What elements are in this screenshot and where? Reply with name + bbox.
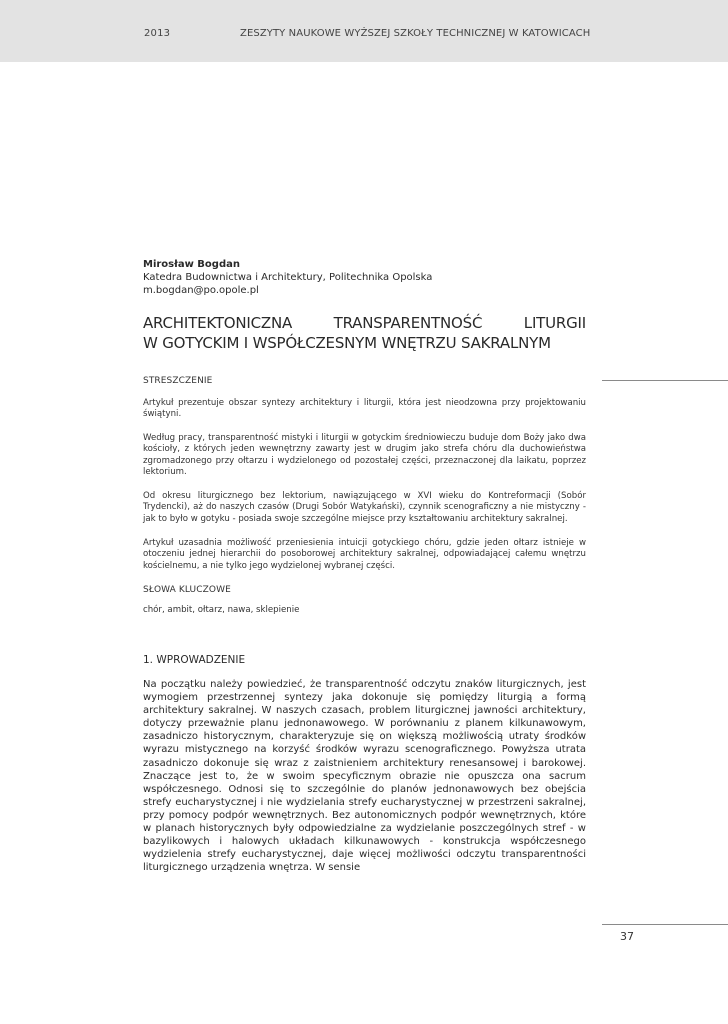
title-line-1 [143,313,586,333]
paper-title [143,313,586,353]
author-email: m.bogdan@po.opole.pl [143,285,259,296]
author-affiliation: Katedra Budownictwa i Architektury, Politechnika Opolska [143,272,433,283]
keywords-text: chór, ambit, ołtarz, nawa, sklepienie [143,605,300,615]
author-block [143,258,586,297]
abstract-paragraph: Od okresu liturgicznego bez lektorium, nawiązującego w XVI wieku do Kontreformacji (Sobór Trydencki), aż do naszych czasów (Drugi Sobór Watykański), czynnik scenograficzny a nie mistyczny - jak to było w gotyku - posiada swoje szczególne miejsce przy kształtowaniu architektury sakralnej. [143,491,586,524]
journal-header [0,0,728,62]
margin-rule-bottom [602,924,728,925]
header-year: 2013 [144,28,171,39]
abstract-heading: STRESZCZENIE [143,376,213,386]
author-name: Mirosław Bogdan [143,259,240,270]
page-number: 37 [620,930,634,943]
title-word: LITURGII [523,314,586,332]
header-journal-title: ZESZYTY NAUKOWE WYŻSZEJ SZKOŁY TECHNICZNEJ W KATOWICACH [240,28,591,39]
title-line-2: W GOTYCKIM I WSPÓŁCZESNYM WNĘTRZU SAKRALNYM [143,334,551,352]
abstract-paragraph: Artykuł prezentuje obszar syntezy architektury i liturgii, która jest nieodzowna przy projektowaniu świątyni. [143,398,586,420]
abstract-paragraph: Według pracy, transparentność mistyki i liturgii w gotyckim średniowieczu buduje dom Boży jako dwa kościoły, z których jeden wewnętrzny zawarty jest w drugim jako strefa chóru dla duchowieństwa zgromadzonego przy ołtarzu i wydzielonego od pozostałej części, przeznaczonej dla laikatu, poprzez lektorium. [143,433,586,478]
keywords-heading: SŁOWA KLUCZOWE [143,585,231,595]
section-body: Na początku należy powiedzieć, że transparentność odczytu znaków liturgicznych, jest wymogiem przestrzennej syntezy jaka dokonuje się pomiędzy liturgią a formą architektury sakralnej. W naszych czasach, problem liturgicznej jawności architektury, dotyczy przeważnie planu jednonawowego. W porównaniu z planem kilkunawowym, zasadniczo historycznym, charakteryzuje się on większą możliwością utraty środków wyrazu mistycznego na korzyść środków wyrazu scenograficznego. Powyższa utrata zasadniczo dokonuje się wraz z zaistnieniem architektury renesansowej i barokowej. Znaczące jest to, że w swoim specyficznym obrazie nie opuszcza ona sacrum współczesnego. Odnosi się to szczególnie do planów jednonawowych bez obejścia strefy eucharystycznej i nie wydzielania strefy eucharystycznej w przestrzeni sakralnej, przy pomocy podpór wewnętrznych. Bez autonomicznych podpór wewnętrznych, które w planach historycznych były odpowiedzialne za wydzielanie poszczególnych stref - w bazylikowych i halowych układach kilkunawowych - konstrukcja współczesnego wydzielenia strefy eucharystycznej, daje więcej możliwości odczytu transparentności liturgicznego urządzenia wnętrza. W sensie [143,679,586,874]
margin-rule-top [602,380,728,381]
title-word: TRANSPARENTNOŚĆ [333,314,483,332]
title-word: ARCHITEKTONICZNA [143,314,293,332]
abstract-paragraph: Artykuł uzasadnia możliwość przeniesienia intuicji gotyckiego chóru, gdzie jeden ołtarz istnieje w otoczeniu jednej hierarchii do posoborowej architektury sakralnej, odpowiadającej całemu wnętrzu kościelnemu, a nie tylko jego wydzielonej wybranej części. [143,538,586,571]
section-heading: 1. WPROWADZENIE [143,654,246,666]
